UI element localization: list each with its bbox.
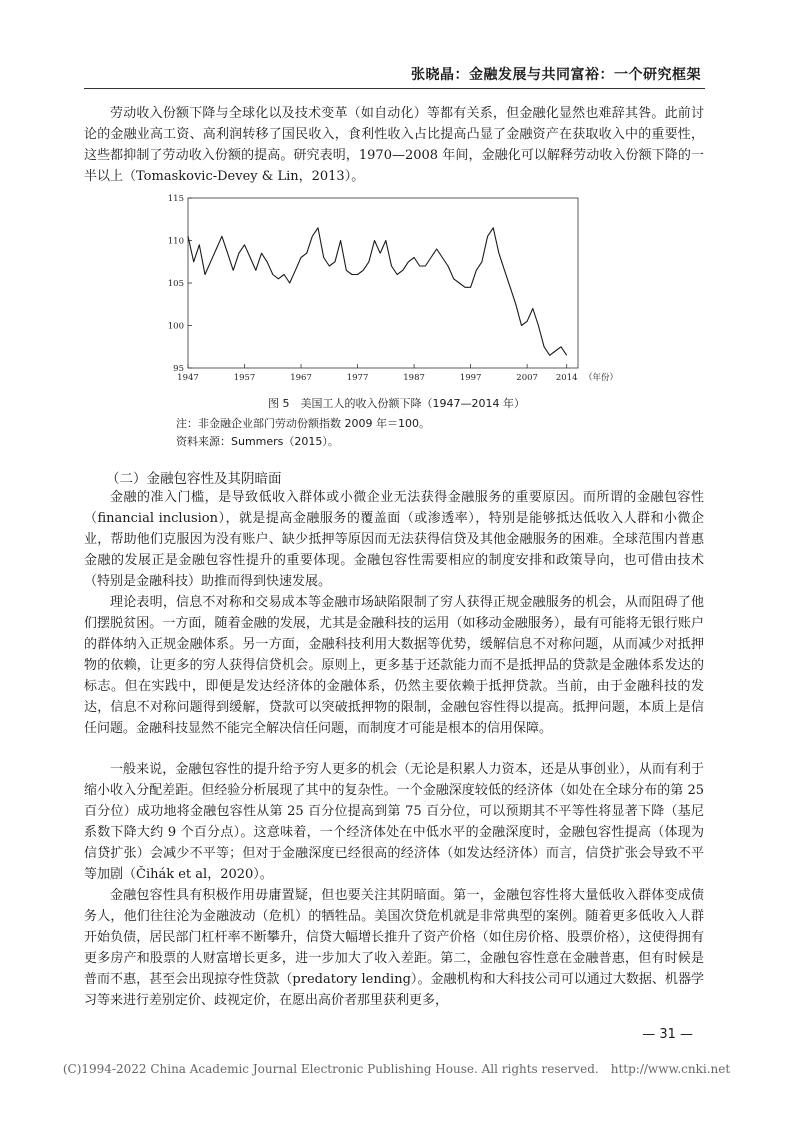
page-number: — 31 — — [642, 1027, 693, 1042]
series-line — [188, 228, 567, 355]
figure-source: 资料来源：Summers（2015）。 — [176, 435, 339, 448]
labor-share-chart — [160, 190, 630, 390]
section-heading: （二）金融包容性及其阴暗面 — [106, 471, 282, 487]
figure-caption: 图 5 美国工人的收入份额下降（1947—2014 年） — [268, 397, 525, 410]
figure-note: 注：非金融企业部门劳动份额指数 2009 年＝100。 — [176, 417, 430, 430]
y-tick-label: 100 — [167, 321, 184, 332]
y-tick-label: 95 — [173, 364, 184, 374]
running-header: 张晓晶：金融发展与共同富裕：一个研究框架 — [411, 67, 701, 83]
intro-paragraph: 劳动收入份额下降与全球化以及技术变革（如自动化）等都有关系，但金融化显然也难辞其咎。此前讨论的金融业高工资、高利润转移了国民收入，食利性收入占比提高凸显了金融资产在获取收入中的重要性，这些都抑制了劳动收入份额的提高。研究表明，1970—2008 年间，金融化可以解释劳动收入份额下降的一半以上（Tomaskovic-Devey & Lin，2013）。 — [84, 106, 704, 184]
x-tick-label: 1957 — [233, 373, 256, 383]
chart-axes — [188, 198, 578, 368]
y-tick-label: 115 — [167, 194, 184, 204]
y-tick-label: 110 — [167, 236, 184, 247]
section-paragraph-2: 理论表明，信息不对称和交易成本等金融市场缺陷限制了穷人获得正规金融服务的机会，从而阻碍了他们摆脱贫困。一方面，随着金融的发展，尤其是金融科技的运用（如移动金融服务），最有可能将无银行账户的群体纳入正规金融体系。另一方面，金融科技利用大数据等优势，缓解信息不对称问题，从而减少对抵押物的依赖，让更多的穷人获得信贷机会。原则上，更多基于还款能力而不是抵押品的贷款是金融体系发达的标志。但在实践中，即便是发达经济体的金融体系，仍然主要依赖于抵押贷款。当前，由于金融科技的发达，信息不对称问题得到缓解，贷款可以突破抵押物的限制，金融包容性得以提高。抵押问题，本质上是信任问题。金融科技显然不能完全解决信任问题，而制度才可能是根本的信用保障。 — [84, 595, 704, 736]
x-tick-label: 1947 — [177, 373, 199, 383]
section-paragraph-1: 金融的准入门槛，是导致低收入群体或小微企业无法获得金融服务的重要原因。而所谓的金融包容性（financial inclusion），就是提高金融服务的覆盖面（或渗透率），特别是能够抵达低收入人群和小微企业，帮助他们克服因为没有账户、缺少抵押等原因而无法获得信贷及其他金融服务的困难。全球范围内普惠金融的发展正是金融包容性提升的重要体现。金融包容性需要相应的制度安排和政策导向，也可借由技术（特别是金融科技）助推而得到快速发展。 — [84, 490, 704, 589]
section-paragraph-3: 一般来说，金融包容性的提升给予穷人更多的机会（无论是积累人力资本，还是从事创业），从而有利于缩小收入分配差距。但经验分析展现了其中的复杂性。一个金融深度较低的经济体（如处在全球分布的第 25 百分位）成功地将金融包容性从第 25 百分位提高到第 75 百分位，可以预期其不平等性将显著下降（基尼系数下降大约 9 个百分点）。这意味着，一个经济体处在中低水平的金融深度时，金融包容性提高（体现为信贷扩张）会减少不平等；但对于金融深度已经很高的经济体（如发达经济体）而言，信贷扩张会导致不平等加剧（Čihák et al，2020）。 — [84, 762, 704, 882]
x-tick-label: 2007 — [516, 373, 538, 383]
plot-frame — [188, 198, 578, 368]
x-axis-unit-label: （年份） — [584, 373, 619, 383]
copyright-footer: (C)1994-2022 China Academic Journal Electronic Publishing House. All rights reserved. http://www.cnki.net — [62, 1062, 731, 1076]
header-rule — [84, 88, 705, 89]
x-tick-label: 2014 — [555, 373, 578, 383]
x-tick-label: 1967 — [290, 373, 312, 383]
y-tick-label: 105 — [167, 279, 184, 289]
chart-svg — [160, 190, 630, 390]
x-tick-label: 1977 — [346, 373, 369, 383]
x-tick-label: 1987 — [403, 373, 425, 383]
chart-lines — [188, 228, 567, 355]
section-paragraph-4: 金融包容性具有积极作用毋庸置疑，但也要关注其阴暗面。第一，金融包容性将大量低收入群体变成债务人，他们往往沦为金融波动（危机）的牺牲品。美国次贷危机就是非常典型的案例。随着更多低收入人群开始负债，居民部门杠杆率不断攀升，信贷大幅增长推升了资产价格（如住房价格、股票价格），这使得拥有更多房产和股票的人财富增长更多，进一步加大了收入差距。第二，金融包容性意在金融普惠，但有时候是普而不惠，甚至会出现掠夺性贷款（predatory lending）。金融机构和大科技公司可以通过大数据、机器学习等来进行差别定价、歧视定价，在愿出高价者那里获利更多， — [84, 888, 704, 1008]
x-tick-label: 1997 — [459, 373, 482, 383]
